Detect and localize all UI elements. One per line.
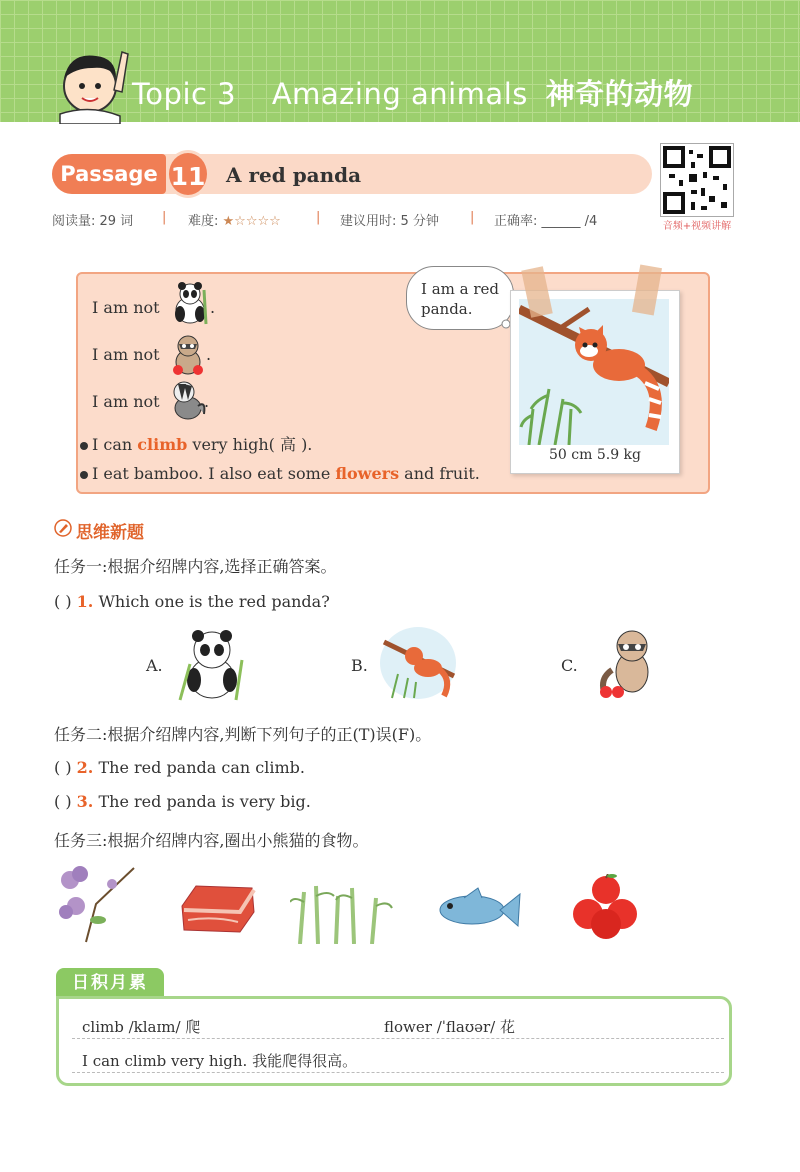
question-3	[54, 792, 311, 811]
photo-image	[519, 299, 669, 445]
fish-icon[interactable]	[434, 884, 522, 934]
passage-title: A red panda	[226, 163, 362, 187]
board-line-3	[92, 392, 160, 411]
board-dot-2: .	[206, 345, 212, 364]
flower-icon[interactable]	[56, 864, 140, 944]
option-b-label: B.	[351, 656, 368, 675]
meta-sep-1: |	[162, 210, 167, 225]
pencil-icon	[54, 519, 72, 537]
option-c-raccoon-icon[interactable]	[598, 626, 662, 698]
passage-badge: Passage	[52, 154, 166, 194]
task-2: 任务二:根据介绍牌内容,判断下列句子的正(T)误(F)。	[54, 725, 432, 744]
climb-highlight: climb	[137, 435, 188, 454]
bamboo-icon[interactable]	[290, 882, 394, 944]
option-a-label: A.	[146, 656, 163, 675]
vocab-word-2: flower /ˈflaʊər/ 花	[384, 1018, 515, 1036]
raccoon-icon	[168, 330, 210, 376]
question-1-number: 1.	[76, 592, 94, 611]
meta-sep-2: |	[316, 210, 321, 225]
meta-accuracy: 正确率: ______ /4	[494, 214, 598, 229]
task-3: 任务三:根据介绍牌内容,圈出小熊猫的食物。	[54, 831, 369, 850]
eat-pre: I eat bamboo. I also eat some	[92, 464, 336, 483]
topic-number: Topic 3	[132, 77, 237, 111]
option-a-giant-panda-icon[interactable]	[172, 624, 250, 702]
eat-highlight: flowers	[335, 464, 400, 483]
climb-post: very high( 高 ).	[187, 435, 313, 454]
vocab-sentence: I can climb very high. 我能爬得很高。	[82, 1052, 358, 1070]
passage-number: 11	[166, 150, 210, 198]
vocab-tab: 日积月累	[56, 968, 164, 998]
meta-reading: 阅读量: 29 词	[52, 214, 134, 229]
question-3-text: The red panda is very big.	[93, 792, 311, 811]
badger-icon	[166, 376, 208, 422]
meta-sep-3: |	[470, 210, 475, 225]
giant-panda-icon	[170, 280, 212, 326]
option-c-label: C.	[561, 656, 578, 675]
answer-blank-2[interactable]: ( )	[54, 758, 72, 777]
board-dot-3: .	[204, 392, 210, 411]
topic-title-en: Amazing animals	[271, 77, 528, 111]
board-text-2: I am not	[92, 345, 160, 364]
board-line-2	[92, 345, 160, 364]
meat-icon[interactable]	[178, 880, 258, 936]
photo-caption: 50 cm 5.9 kg	[549, 447, 641, 463]
answer-blank-3[interactable]: ( )	[54, 792, 72, 811]
board-climb	[80, 432, 312, 455]
speech-bubble: I am a red panda.	[406, 266, 514, 330]
question-3-number: 3.	[76, 792, 94, 811]
answer-blank-1[interactable]: ( )	[54, 592, 72, 611]
question-2	[54, 758, 305, 777]
boy-mascot-icon	[52, 38, 132, 124]
vocab-word-1: climb /klaɪm/ 爬	[82, 1018, 201, 1036]
board-text-3: I am not	[92, 392, 160, 411]
eat-post: and fruit.	[399, 464, 480, 483]
topic-title-cn: 神奇的动物	[545, 77, 694, 111]
qr-code-icon[interactable]	[660, 143, 734, 217]
difficulty-label: 难度:	[188, 214, 219, 229]
board-eat	[80, 464, 480, 483]
option-b-red-panda-icon[interactable]	[378, 626, 458, 700]
section-title: 思维新题	[76, 523, 144, 543]
meta-time: 建议用时: 5 分钟	[340, 214, 439, 229]
topic-title	[132, 72, 693, 113]
board-dot-1: .	[210, 298, 216, 317]
qr-label: 音频+视频讲解	[662, 221, 732, 232]
climb-pre: I can	[92, 435, 138, 454]
apples-icon[interactable]	[566, 874, 646, 940]
bullet	[80, 442, 88, 450]
vocab-divider-1	[72, 1038, 724, 1039]
red-panda-photo	[510, 290, 680, 474]
board-line-1	[92, 298, 160, 317]
question-2-text: The red panda can climb.	[93, 758, 305, 777]
question-1	[54, 592, 330, 611]
task-1: 任务一:根据介绍牌内容,选择正确答案。	[54, 557, 337, 576]
question-1-text: Which one is the red panda?	[93, 592, 330, 611]
meta-difficulty	[188, 210, 281, 229]
difficulty-stars: ★☆☆☆☆	[222, 214, 281, 229]
question-2-number: 2.	[76, 758, 94, 777]
bullet	[80, 471, 88, 479]
red-panda-photo-icon	[519, 299, 669, 445]
board-text-1: I am not	[92, 298, 160, 317]
vocab-divider-2	[72, 1072, 724, 1073]
